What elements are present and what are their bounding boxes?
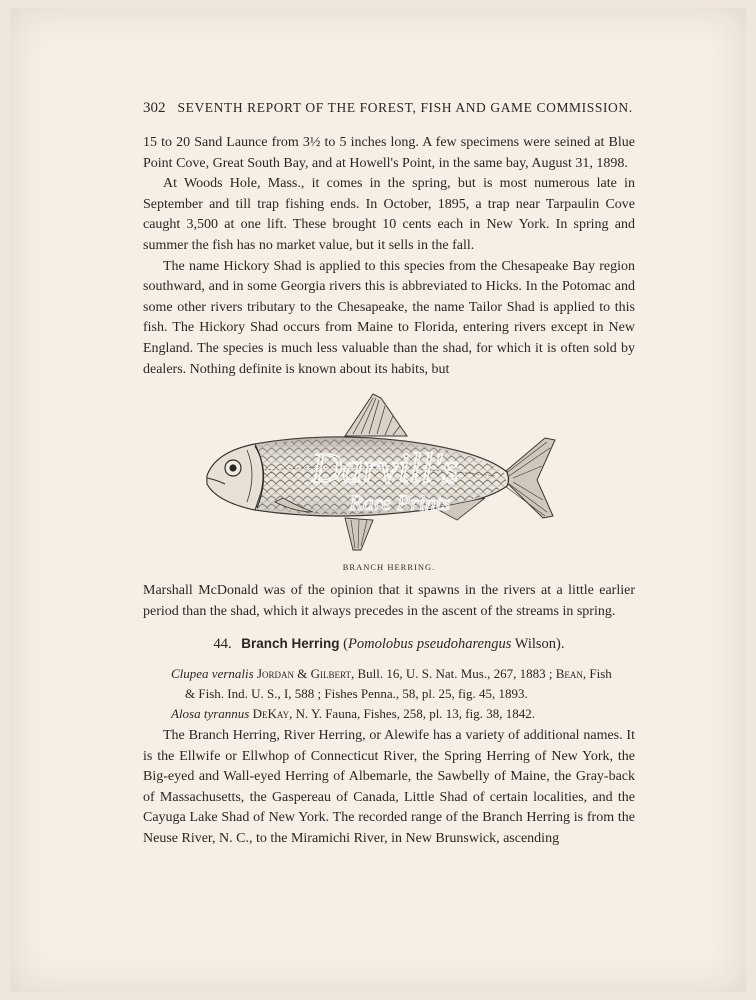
authority: Wilson). xyxy=(511,636,565,652)
synonym-reference: , Bull. 16, U. S. Nat. Mus., 267, 1883 ; xyxy=(350,666,556,681)
synonym-authors: Jordan & Gilbert xyxy=(253,666,351,681)
open-paren: ( xyxy=(343,636,348,652)
common-name: Branch Herring xyxy=(241,636,340,651)
synonym-authors: DeKay xyxy=(249,706,290,721)
section-number: 44. xyxy=(213,636,232,652)
paragraph: The name Hickory Shad is applied to this species from the Chesapeake Bay region southward, and in some Georgia rivers this is abbreviated to Hicks. In the Potomac and some other rivers tributary to the Chesapeake, the name Tailor Shad is applied to this fish. The Hickory Shad occurs from Maine to Florida, entering rivers except in New England. The species is much less valuable than the shad, for which it is often sold by dealers. Nothing definite is known about its habits, but xyxy=(143,258,635,377)
svg-text:Darvill's: Darvill's xyxy=(311,446,459,492)
section-heading xyxy=(143,636,635,653)
synonym-reference: , N. Y. Fauna, Fishes, 258, pl. 13, fig. 38, 1842. xyxy=(289,706,535,721)
paragraph: At Woods Hole, Mass., it comes in the spring, but is most numerous late in September and till trap fishing ends. In October, 1895, a trap near Tarpaulin Cove caught 3,500 at one lift. These brought 10 cents each in New York. In spring and summer the fish has no market value, but it sells in the fall. xyxy=(143,176,635,253)
figure-caption: BRANCH HERRING. xyxy=(342,562,436,572)
description-block xyxy=(143,726,635,850)
page-number: 302 xyxy=(143,100,166,116)
synonym-entry xyxy=(143,704,635,724)
top-text-block xyxy=(143,133,635,380)
synonym-author2: Bean xyxy=(555,666,583,681)
synonym-species: Alosa tyrannus xyxy=(171,706,250,721)
synonymy-block xyxy=(143,664,635,724)
running-title: SEVENTH REPORT OF THE FOREST, FISH AND GAME COMMISSION. xyxy=(177,100,633,115)
scientific-name: Pomolobus pseudoharengus xyxy=(347,636,512,652)
synonym-continuation: & Fish. Ind. U. S., I, 588 ; Fishes Penna., 58, pl. 25, fig. 45, 1893. xyxy=(185,686,528,701)
synonym-reference2: , Fish xyxy=(582,666,612,681)
paragraph: The Branch Herring, River Herring, or Alewife has a variety of additional names. It is the Ellwife or Ellwhop of Connecticut River, the Spring Herring of New York, the Big-eyed and Wall-eyed Herring of Albemarle, the Sawbelly of Maine, the Gray-back of Massachusetts, the Gaspereau of Canada, Little Shad of certain localities, and the Cayuga Lake Shad of New York. The recorded range of the Branch Herring is from the Neuse River, N. C., to the Miramichi River, in New Brunswick, ascending xyxy=(143,728,635,846)
after-figure-text xyxy=(143,581,635,622)
svg-text:Rare Prints: Rare Prints xyxy=(349,490,451,515)
paragraph: 15 to 20 Sand Launce from 3½ to 5 inches long. A few specimens were seined at Blue Point Cove, Great South Bay, and at Howell's Point, in the same bay, August 31, 1898. xyxy=(143,135,635,171)
running-header xyxy=(143,100,633,117)
synonym-species: Clupea vernalis xyxy=(171,666,254,681)
paragraph: Marshall McDonald was of the opinion that it spawns in the rivers at a little earlier period than the shad, which it always precedes in the ascent of the streams in spring. xyxy=(143,583,635,619)
branch-herring-illustration xyxy=(195,388,585,568)
synonym-entry xyxy=(143,664,635,684)
